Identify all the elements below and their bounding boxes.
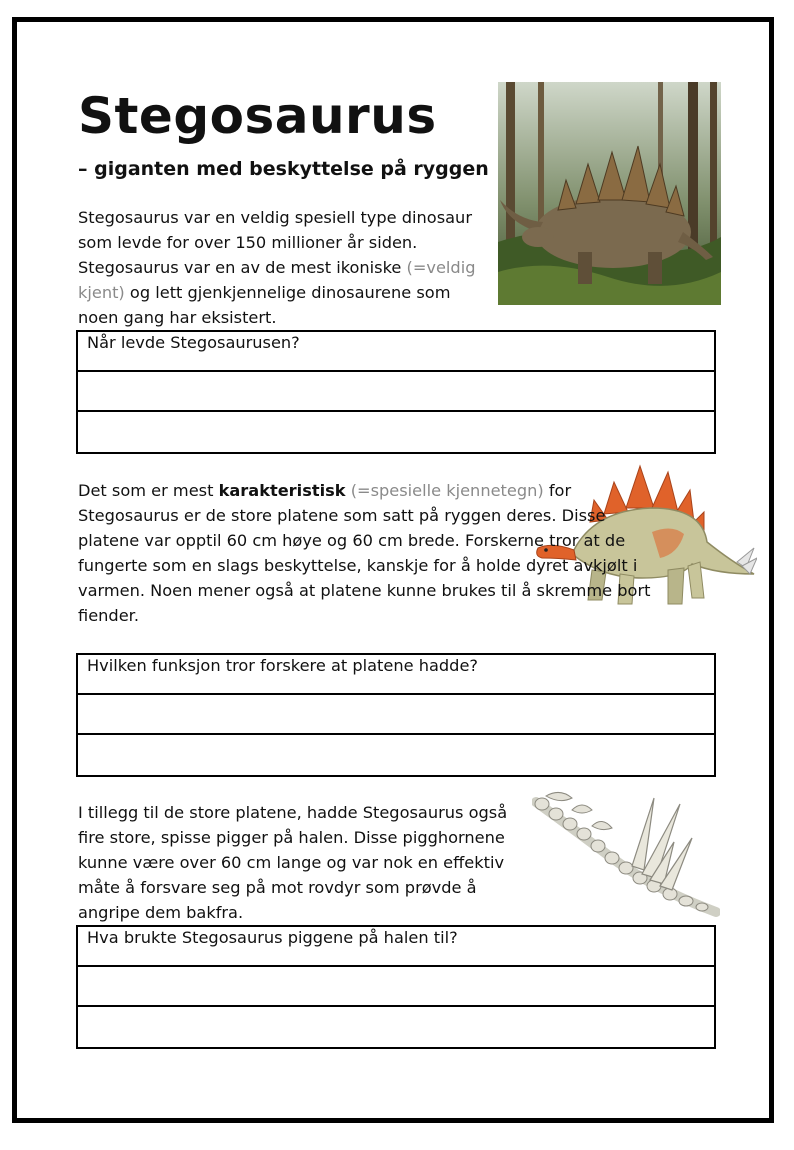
answer-table-2 [76,653,716,777]
gloss-spesielle-kjennetegn: (=spesielle kjennetegn) [350,481,544,500]
question-1: Når levde Stegosaurusen? [78,332,714,372]
spikes-text: I tillegg til de store platene, hadde Stegosaurus også fire store, spisse pigger på halen. Disse pigghornene kunne være over 60 cm lange og var nok en effektiv måte å forsvare seg på mot rovdyr som prøvde å angripe dem bakfra. [78,803,508,922]
answer-table-3 [76,925,716,1049]
intro-paragraph [78,205,493,330]
question-2: Hvilken funksjon tror forskere at platene hadde? [78,655,714,695]
intro-text-end: og lett gjenkjennelige dinosaurene som noen gang har eksistert. [78,283,451,327]
question-3: Hva brukte Stegosaurus piggene på halen til? [78,927,714,967]
answer-line[interactable] [78,735,714,775]
answer-line[interactable] [78,1007,714,1047]
intro-text: Stegosaurus var en veldig spesiell type dinosaur som levde for over 150 millioner år siden. Stegosaurus var en av de mest ikoniske [78,208,472,277]
stegosaurus-photo [498,82,721,305]
gloss-veldig-kjent: (=veldig kjent) [78,258,476,302]
plates-text-end: for Stegosaurus er de store platene som satt på ryggen deres. Disse platene var opptil 60 cm høye og 60 cm brede. Forskerne tror at de fungerte som en slags beskyttelse, kanskje for å holde dyret avkjølt i varmen. Noen mener også at platene kunne brukes til å skremme bort fiender. [78,481,651,625]
stegosaurus-tail-skeleton [532,788,720,918]
spikes-paragraph [78,800,518,925]
answer-line[interactable] [78,967,714,1007]
answer-table-1 [76,330,716,454]
page-subtitle: – giganten med beskyttelse på ryggen [78,158,489,180]
page-title: Stegosaurus [78,87,437,145]
keyword-karakteristisk: karakteristisk [218,481,346,500]
plates-text: Det som er mest [78,481,219,500]
answer-line[interactable] [78,695,714,735]
plates-paragraph [78,478,658,628]
answer-line[interactable] [78,372,714,412]
answer-line[interactable] [78,412,714,452]
